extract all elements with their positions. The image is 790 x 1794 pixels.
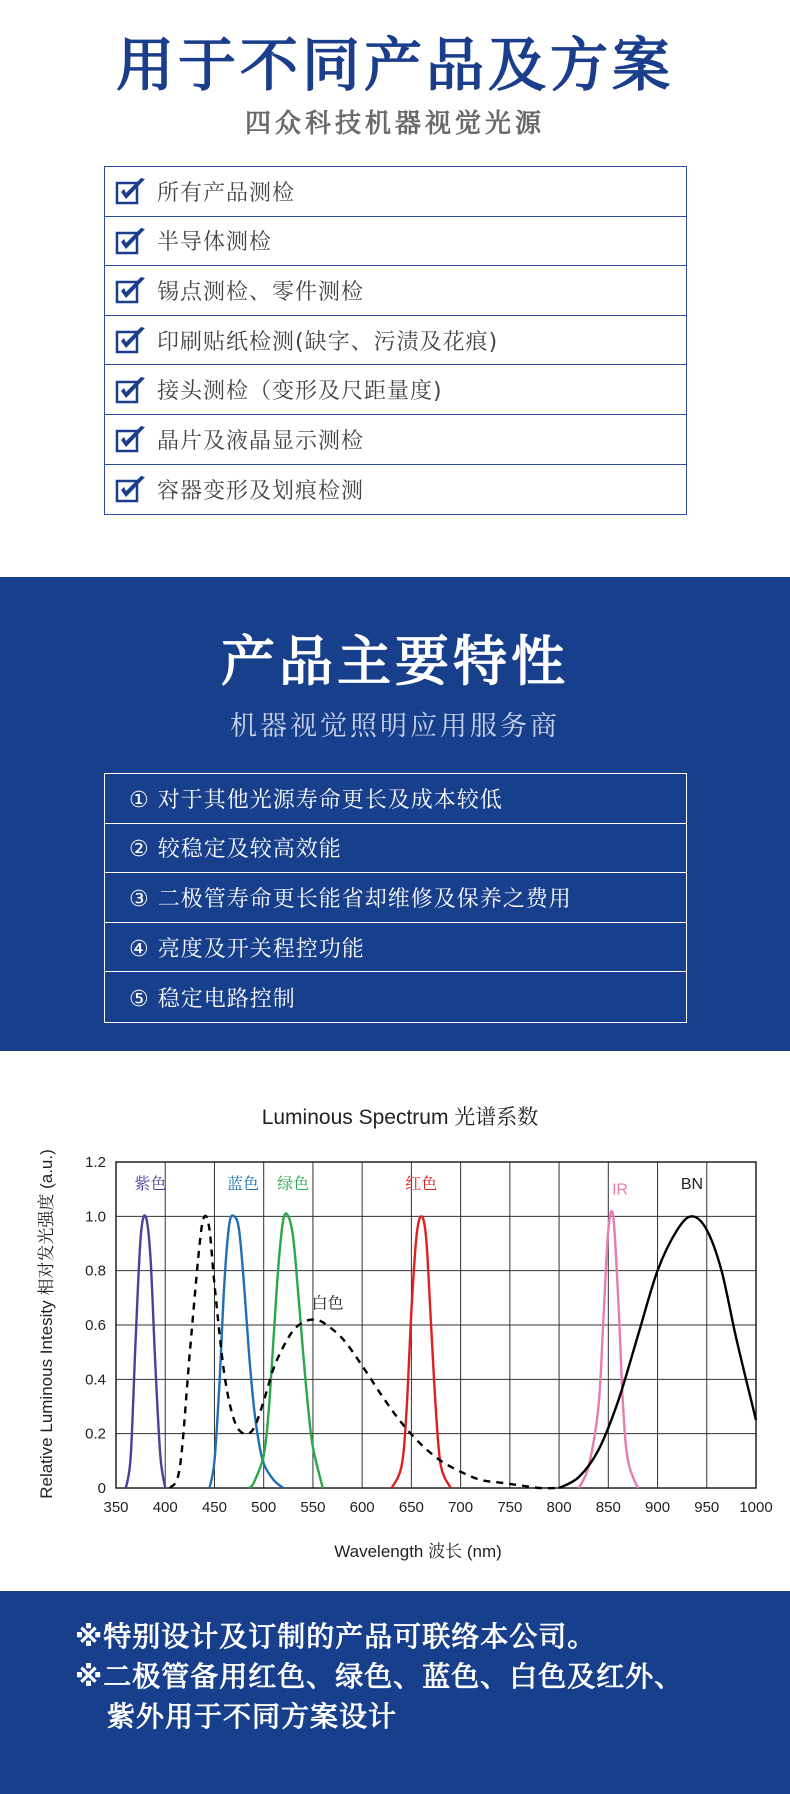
y-tick-label: 0	[97, 1480, 106, 1497]
notes-section	[0, 1591, 790, 1794]
x-tick-label: 750	[497, 1499, 523, 1516]
x-tick-label: 450	[201, 1499, 227, 1516]
chart-title: Luminous Spectrum 光谱系数	[261, 1106, 539, 1129]
x-tick-label: 550	[300, 1499, 326, 1516]
features-title: 产品主要特性	[221, 630, 569, 693]
applications-title: 用于不同产品及方案	[115, 31, 674, 99]
feature-item-label: ④ 亮度及开关程控功能	[129, 936, 365, 962]
application-item	[105, 266, 686, 316]
x-tick-label: 850	[595, 1499, 621, 1516]
y-tick-label: 0.4	[85, 1371, 106, 1389]
notes	[75, 1617, 775, 1737]
features-list	[104, 773, 687, 1023]
feature-item-label: ⑤ 稳定电路控制	[129, 986, 296, 1012]
y-tick-label: 1.2	[85, 1154, 106, 1171]
checkbox-check-icon	[115, 325, 149, 355]
x-tick-label: 500	[251, 1499, 277, 1516]
feature-item	[105, 923, 686, 973]
series-line	[392, 1216, 451, 1488]
features-section	[0, 577, 790, 1051]
application-item-label: 容器变形及划痕检测	[157, 478, 365, 504]
series-label: IR	[612, 1181, 629, 1199]
applications-section	[0, 0, 790, 577]
feature-item	[105, 824, 686, 874]
applications-subtitle: 四众科技机器视觉光源	[244, 109, 545, 139]
feature-item-label: ② 较稳定及较高效能	[129, 837, 342, 863]
checkbox-check-icon	[115, 275, 149, 305]
x-tick-label: 1000	[739, 1499, 773, 1516]
application-item-label: 锡点测检、零件测检	[157, 279, 365, 305]
note-line-1: ※特别设计及订制的产品可联络本公司。	[75, 1620, 597, 1653]
checkbox-check-icon	[115, 375, 149, 405]
feature-item-label: ③ 二极管寿命更长能省却维修及保养之费用	[129, 886, 572, 912]
series-label: BN	[680, 1176, 704, 1194]
y-tick-label: 0.2	[85, 1425, 106, 1443]
note-line-2: ※二极管备用红色、绿色、蓝色、白色及红外、	[75, 1660, 684, 1693]
application-item-label: 所有产品测检	[157, 180, 296, 206]
features-subtitle: 机器视觉照明应用服务商	[230, 711, 560, 742]
y-tick-label: 0.8	[85, 1262, 106, 1280]
applications-list	[104, 166, 687, 515]
series-label: 红色	[405, 1176, 438, 1194]
series-line	[170, 1216, 559, 1488]
series-label: 白色	[311, 1295, 344, 1313]
y-axis-label: Relative Luminous Intesity 相对发光强度 (a.u.)	[37, 1149, 56, 1499]
x-tick-label: 350	[103, 1499, 129, 1516]
application-item	[105, 465, 686, 515]
x-tick-label: 600	[349, 1499, 375, 1516]
spectrum-chart-section	[0, 1051, 790, 1591]
checkbox-check-icon	[115, 226, 149, 256]
series-label: 蓝色	[227, 1176, 260, 1194]
note-line-3: 紫外用于不同方案设计	[107, 1700, 398, 1733]
application-item-label: 晶片及液晶显示测检	[157, 428, 365, 454]
series-label: 紫色	[134, 1176, 167, 1194]
application-item-label: 半导体测检	[157, 230, 273, 256]
application-item-label: 印刷贴纸检测(缺字、污渍及花痕)	[157, 329, 499, 355]
application-item	[105, 167, 686, 217]
x-tick-label: 700	[448, 1499, 474, 1516]
application-item	[105, 217, 686, 267]
feature-item	[105, 774, 686, 824]
x-tick-label: 800	[546, 1499, 572, 1516]
checkbox-check-icon	[115, 176, 149, 206]
x-tick-label: 950	[694, 1499, 720, 1516]
x-tick-label: 400	[152, 1499, 178, 1516]
spectrum-chart	[0, 1051, 790, 1591]
checkbox-check-icon	[115, 424, 149, 454]
application-item	[105, 415, 686, 465]
x-tick-label: 650	[398, 1499, 424, 1516]
application-item	[105, 316, 686, 366]
feature-item	[105, 873, 686, 923]
application-item	[105, 365, 686, 415]
y-tick-label: 1.0	[85, 1208, 106, 1226]
application-item-label: 接头测检（变形及尺距量度)	[157, 379, 443, 405]
checkbox-check-icon	[115, 474, 149, 504]
feature-item-label: ① 对于其他光源寿命更长及成本较低	[129, 787, 503, 813]
series-line	[126, 1215, 165, 1488]
x-tick-label: 900	[645, 1499, 671, 1516]
series-label: 绿色	[277, 1176, 310, 1194]
feature-item	[105, 972, 686, 1022]
x-axis-label: Wavelength 波长 (nm)	[334, 1542, 502, 1561]
y-tick-label: 0.6	[85, 1317, 106, 1334]
